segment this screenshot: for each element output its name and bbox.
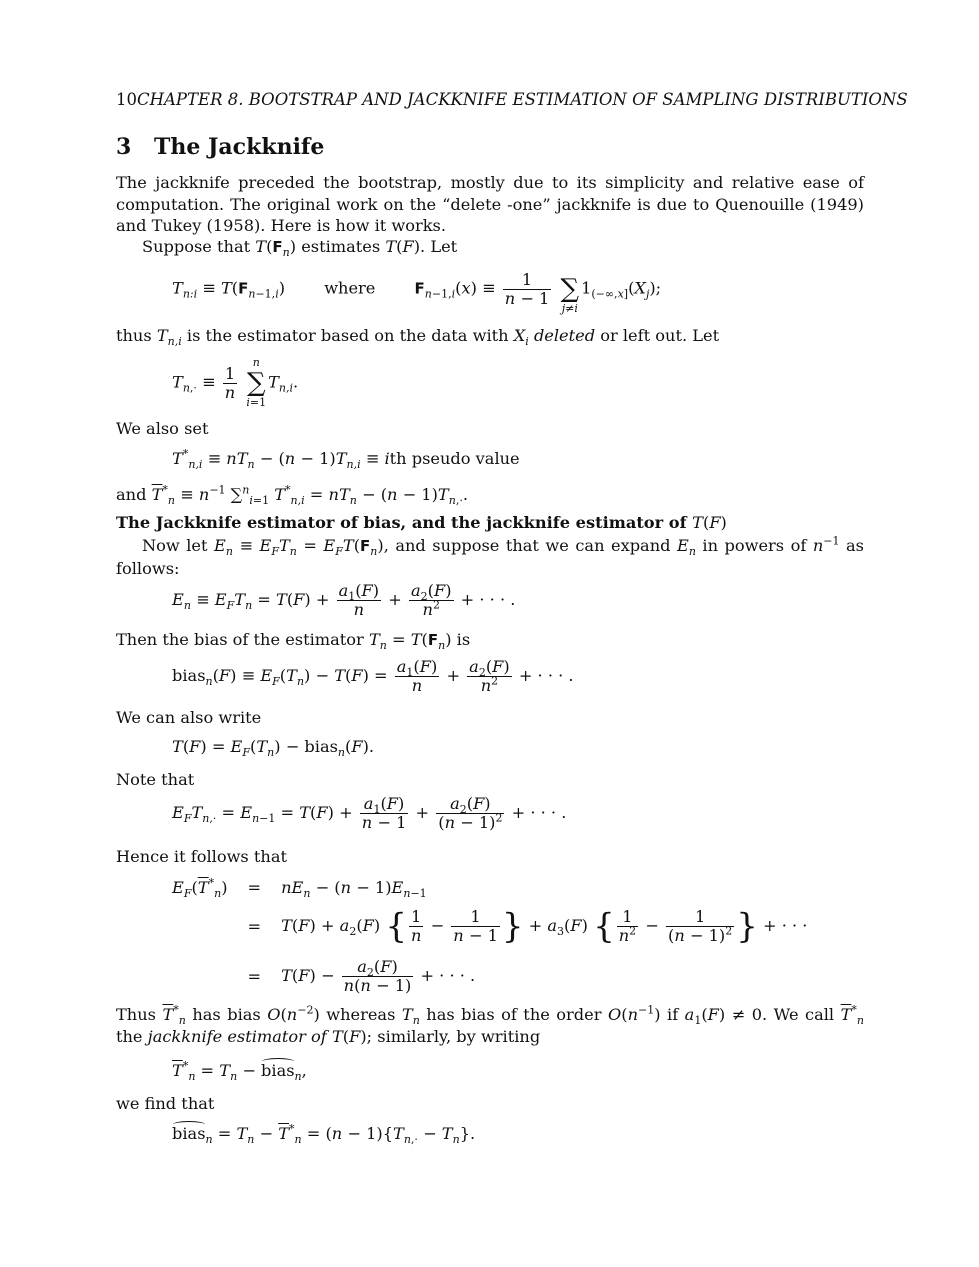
section-title: The Jackknife (154, 134, 325, 160)
equation-jk-estimator: $\overline{T}^*_n = T_n$ − bias$_n$, (172, 1059, 307, 1084)
equation-bias-hat: bias$_n$ = $T_n - \overline{T}^*_n = (n - 1)\{T_{n,\cdot} - T_n\}$. (172, 1122, 476, 1147)
page-number: 10 (116, 90, 137, 109)
running-header (116, 90, 916, 109)
equation-aligned-derivation: $E_F(\overline{T}^*_n)$ = $nE_n - (n - 1)E_{n-1}$ = $T(F) + a_2(F)$ { $\frac{1}{n}$ − $\frac{1}{n - 1}$ } + $a_3(F)$ { $\frac{1}{n^2}$ − $\frac{1}{(n - 1)^2}$ } + · · · = T(F) − $\frac{a_2(F)}{n(n - 1)}$ + · · · . (172, 876, 808, 995)
can-write-line: We can also write (116, 708, 262, 727)
thus-line: thus $T_{n,i}$ is the estimator based on the data with $X_i$ deleted or left out. Let (116, 326, 720, 349)
running-title: CHAPTER 8. BOOTSTRAP AND JACKKNIFE ESTIMATION OF SAMPLING DISTRIBUTIONS (137, 90, 908, 109)
equation-note: $E_FT_{n,\cdot} = E_{n-1} = T(F)$ + $\frac{a_1(F)}{n - 1}$ + $\frac{a_2(F)}{(n - 1)^2}$ + · · · . (172, 794, 567, 832)
then-bias-line: Then the bias of the estimator $T_n = T(F_n)$ is (116, 630, 471, 653)
equation-bias: bias$_n$(F) ≡ $E_F(T_n) - T(F)$ = $\frac{a_1(F)}{n}$ + $\frac{a_2(F)}{n^2}$ + · · · . (172, 657, 574, 695)
also-set-line: We also set (116, 419, 209, 438)
hence-line: Hence it follows that (116, 847, 287, 866)
equation-mean-leave-one-out: $T_{n,\cdot}$ ≡ $\frac{1}{n}$ n ∑ i=1 $T_{n,i}$. (172, 356, 299, 409)
equation-tf: $T(F) = E_F(T_n)$ − bias$_n$(F). (172, 737, 375, 760)
we-find-line: we find that (116, 1094, 215, 1113)
equation-expansion: $E_n \equiv E_FT_n = T(F)$ + $\frac{a_1(F)}{n}$ + $\frac{a_2(F)}{n^2}$ + · · · . (172, 581, 516, 619)
thus-paragraph: Thus $\overline{T}^*_n$ has bias $O(n^{-2})$ whereas $T_n$ has bias of the order $O(n^{-1})$ if $a_1(F) \ne 0$. We call $\overline{T}^*_n$ the jackknife estimator of T(F); similarly, by writing (116, 1003, 864, 1046)
equation-leave-one-out: $T_{n:i} \equiv T(F_{n-1,i})$ where $F_{n-1,i}(x)$ ≡ $\frac{1}{n - 1}$ ∑ j≠i $1_{(-\infty,x]}(X_j)$; (172, 269, 662, 315)
intro-paragraph: The jackknife preceded the bootstrap, mostly due to its simplicity and relative ease of computation. The original work on the “delete -one” jackknife is due to Quenouille (1949) and Tukey (1958). Here is how it works. (116, 173, 864, 236)
section-number: 3 (116, 134, 132, 160)
subsection-heading: The Jackknife estimator of bias, and the jackknife estimator of T(F) (116, 513, 727, 532)
section-heading (116, 134, 324, 160)
note-that-line: Note that (116, 770, 195, 789)
equation-pseudo-value: $T^*_{n,i} \equiv nT_n - (n - 1)T_{n,i}$ ≡ ith pseudo value (172, 447, 520, 472)
suppose-line: Suppose that $T(F_n)$ estimates T(F). Let (142, 237, 458, 260)
now-let-paragraph: Now let $E_n \equiv E_FT_n = E_FT(F_n)$, and suppose that we can expand $E_n$ in powers of $n^{-1}$ as follows: (116, 534, 864, 578)
and-line: and $\overline{T}^*_n \equiv n^{-1}$ ∑$^n_{i=1}$ $T^*_{n,i} = nT_n - (n - 1)T_{n,\cdot}$. (116, 483, 468, 508)
